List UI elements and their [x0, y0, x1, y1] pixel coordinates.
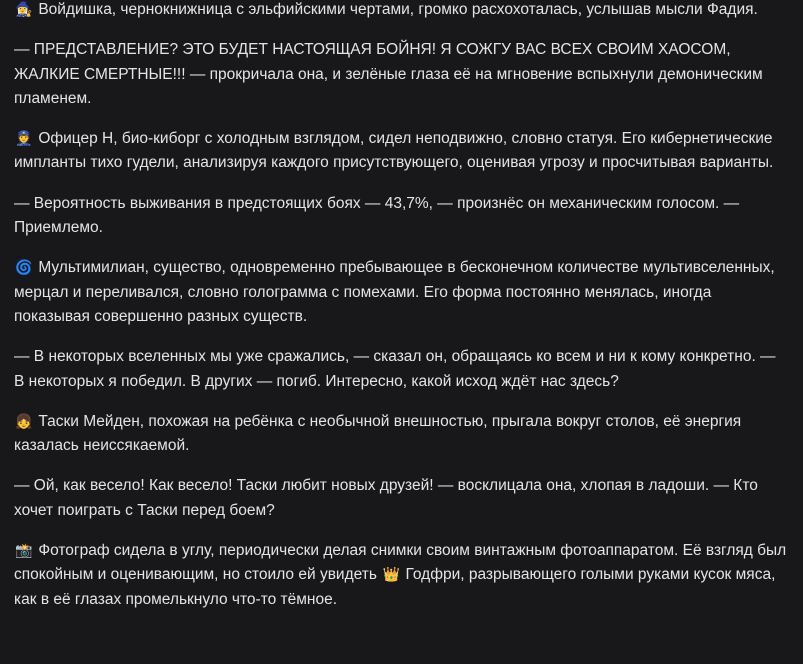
paragraph-text: — В некоторых вселенных мы уже сражались, — сказал он, обращаясь ко всем и ни к кому конкретно. — В некоторых я победил. В других — погиб. Интересно, какой исход ждёт нас здесь? [14, 348, 776, 390]
paragraph-text-after: Годфри, разрывающего голыми руками кусок мяса, как в её глазах промелькнуло что-то тёмное. [14, 566, 776, 608]
paragraph-officer [14, 127, 789, 176]
paragraph-voidishka-speech [14, 38, 789, 111]
paragraph-multimilian-speech [14, 345, 789, 394]
paragraph-text: — Ой, как весело! Как весело! Таски любит новых друзей! — восклицала она, хлопая в ладоши. — Кто хочет поиграть с Таски перед боем? [14, 477, 758, 519]
paragraph-taski [14, 410, 789, 459]
police-officer-emoji-icon: 👮 [15, 131, 33, 148]
paragraph-taski-speech [14, 474, 789, 523]
paragraph-text: Таски Мейден, похожая на ребёнка с необычной внешностью, прыгала вокруг столов, её энергия казалась неиссякаемой. [14, 412, 742, 455]
paragraph-photographer [14, 539, 789, 612]
cyclone-emoji-icon: 🌀 [15, 260, 33, 277]
paragraph-text: Мультимилиан, существо, одновременно пребывающее в бесконечном количестве мультивселенных, мерцал и переливался, словно голограмма с помехами. Его форма постоянно менялась, иногда показывая совершенно разных существ. [14, 259, 775, 325]
paragraph-voidishka [14, 0, 789, 22]
paragraph-text-before: Фотограф сидела в углу, периодически делая снимки своим винтажным фотоаппаратом. Её взгляд был спокойным и оценивающим, но стоило ей увидеть [14, 542, 787, 584]
paragraph-multimilian [14, 256, 789, 329]
paragraph-text: — Вероятность выживания в предстоящих боях — 43,7%, — произнёс он механическим голосом. — Приемлемо. [14, 194, 740, 237]
paragraph-officer-speech [14, 192, 789, 241]
girl-emoji-icon: 👧 [15, 413, 33, 430]
paragraph-text: Офицер Н, био-киборг с холодным взглядом, сидел неподвижно, словно статуя. Его кибернетические импланты тихо гудели, анализируя каждого присутствующего, оценивая угрозу и просчитывая варианты. [14, 130, 774, 172]
camera-flash-emoji-icon: 📸 [15, 543, 33, 560]
paragraph-text: — ПРЕДСТАВЛЕНИЕ? ЭТО БУДЕТ НАСТОЯЩАЯ БОЙНЯ! Я СОЖГУ ВАС ВСЕХ СВОИМ ХАОСОМ, ЖАЛКИЕ СМЕРТНЫЕ!!! — прокричала она, и зелёные глаза её на мгновение вспыхнули демоническим пламенем. [14, 41, 763, 107]
witch-emoji-icon: 🧙‍♀️ [15, 2, 33, 18]
crown-emoji-icon: 👑 [382, 567, 400, 584]
paragraph-text: Войдишка, чернокнижница с эльфийскими чертами, громко расхохоталась, услышав мысли Фадия. [38, 1, 758, 18]
